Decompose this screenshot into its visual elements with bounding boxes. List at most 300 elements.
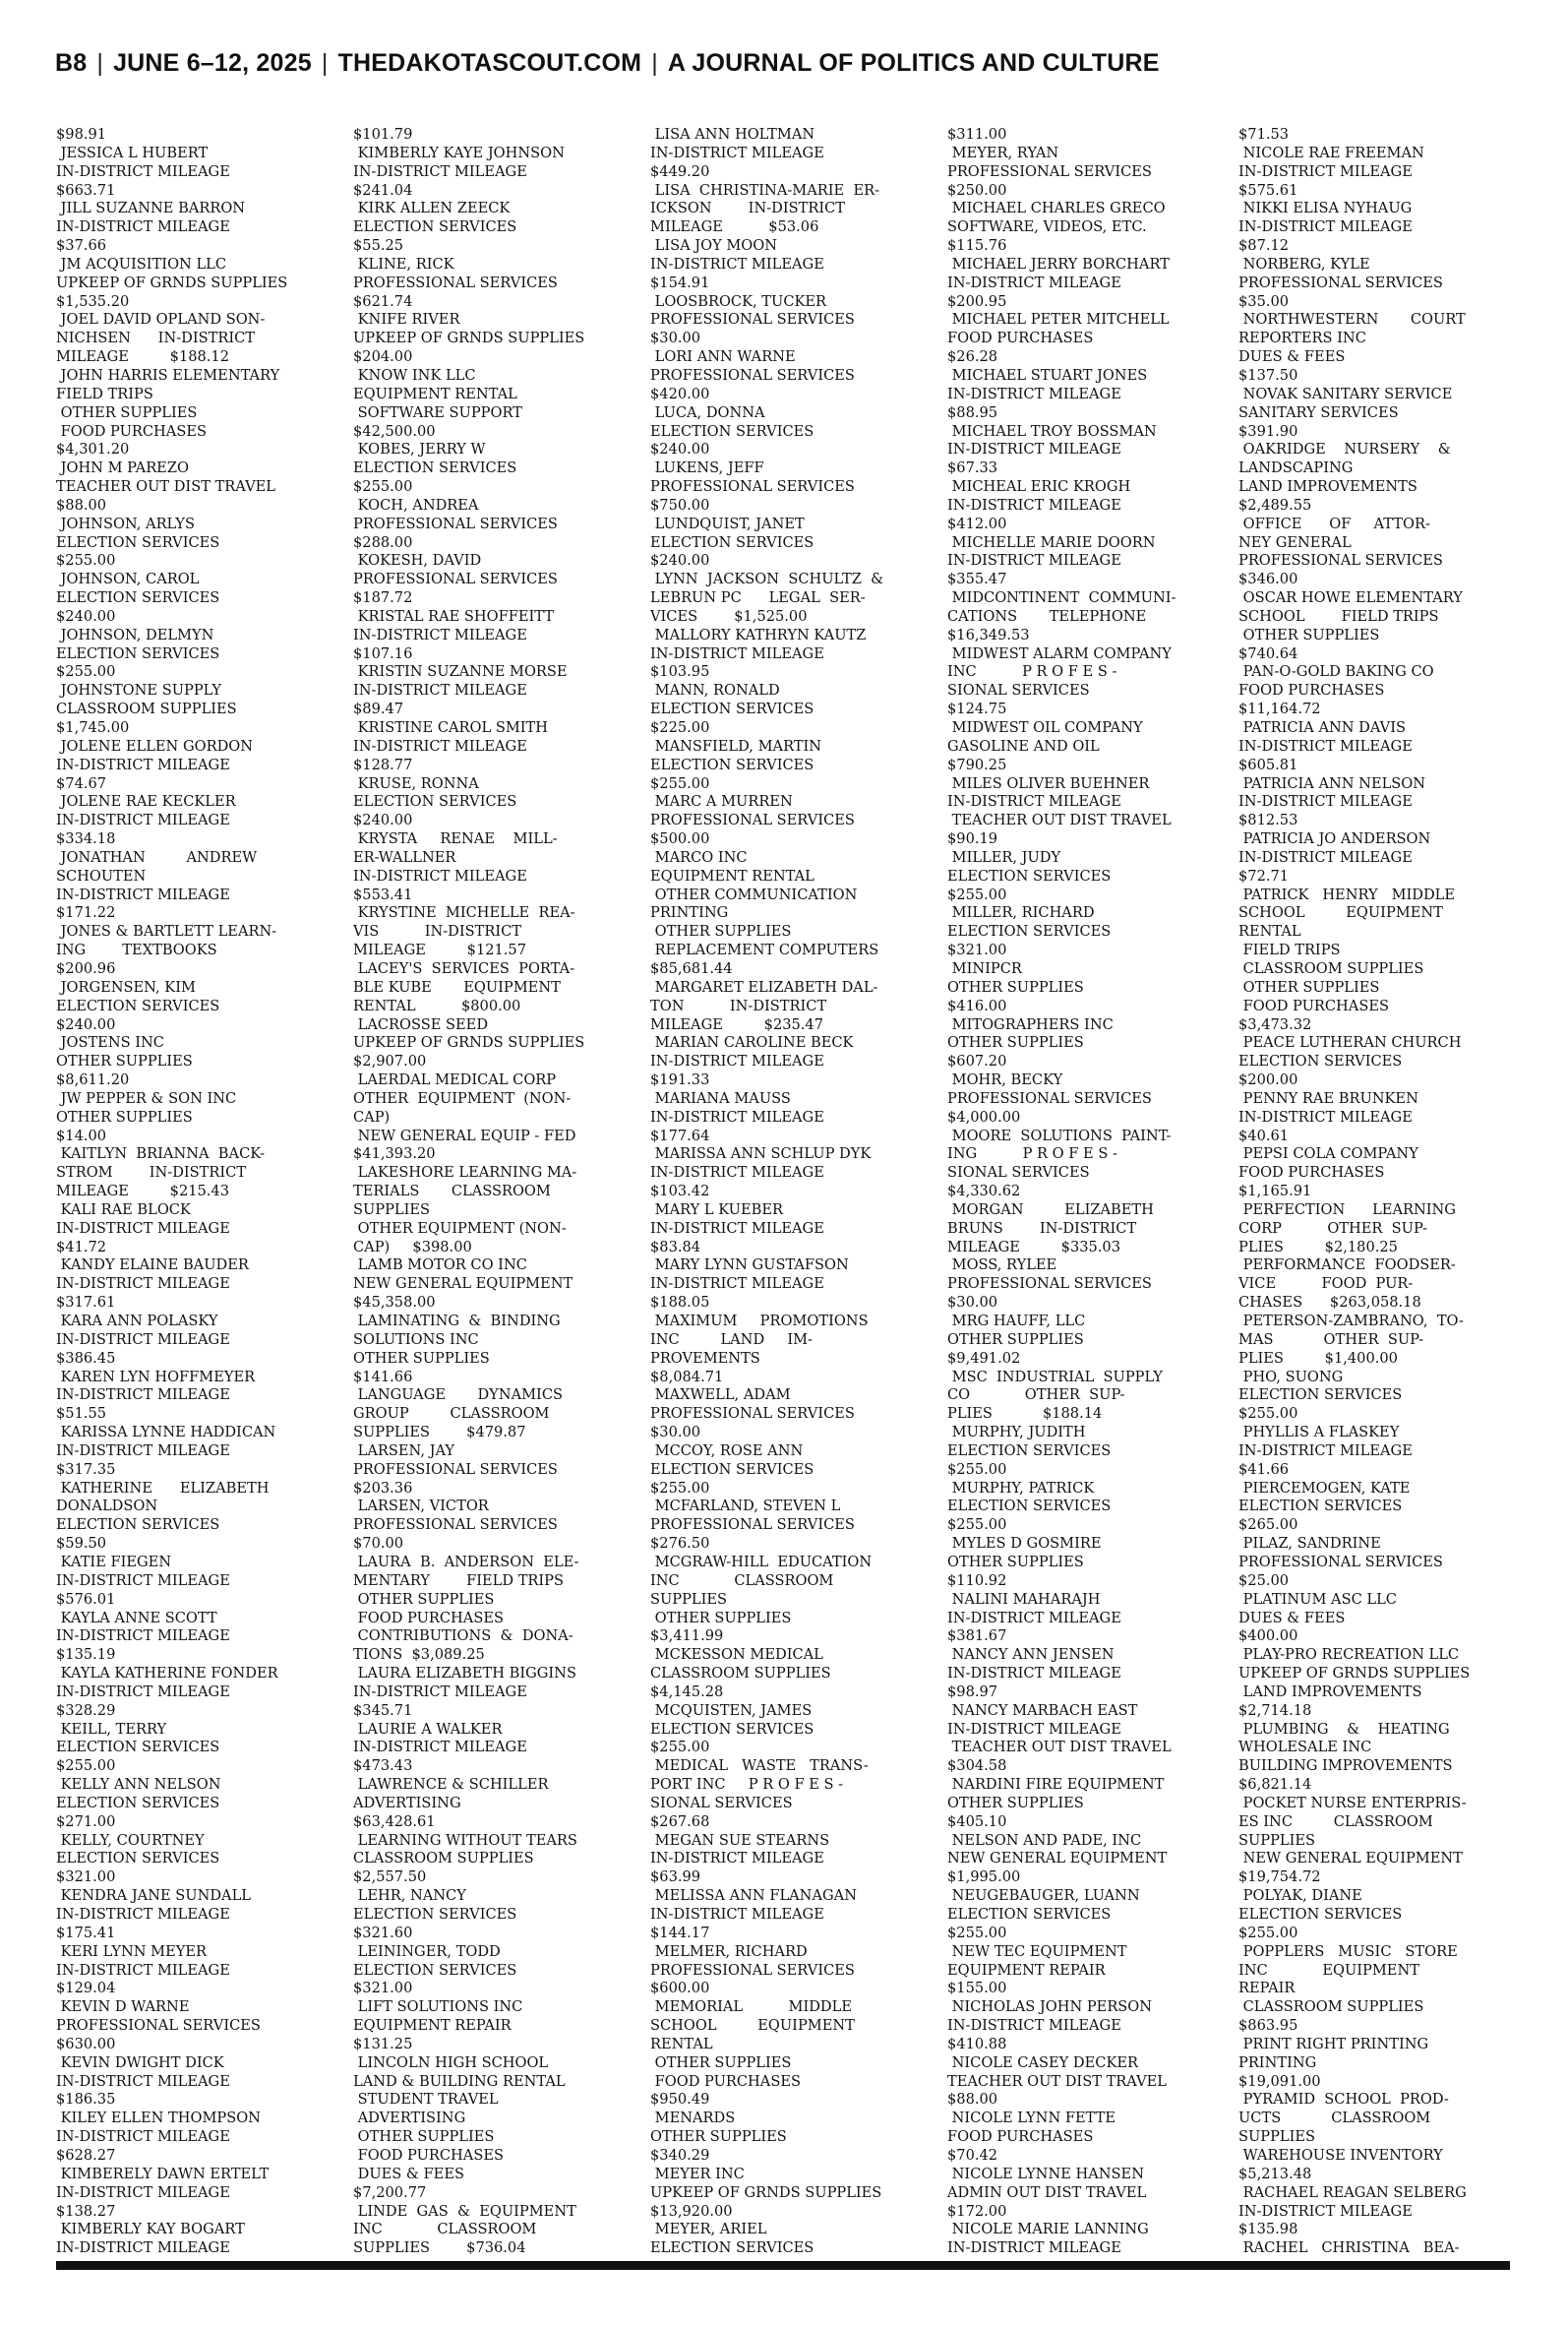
notice-line: PROFESSIONAL SERVICES [650,812,855,829]
notice-line: PHO, SUONG [1238,1368,1344,1385]
notice-line: ELECTION SERVICES [650,756,814,773]
notice-line: CO OTHER SUP- [947,1386,1125,1404]
notice-line: LYNN JACKSON SCHULTZ & [650,571,884,588]
notice-line: ING TEXTBOOKS [56,942,217,959]
notice-line: MARIAN CAROLINE BECK [650,1034,854,1052]
notice-line: $171.22 [56,904,116,922]
notice-line: LISA ANN HOLTMAN [650,126,815,143]
notice-line: KEILL, TERRY [56,1720,167,1738]
notice-line: MARGARET ELIZABETH DAL- [650,978,878,996]
notice-line: $203.36 [353,1479,413,1497]
notice-line: ELECTION SERVICES [650,1460,814,1478]
notice-line: IN-DISTRICT MILEAGE [947,552,1121,570]
notice-line: $67.33 [947,459,998,477]
notice-line: $950.49 [650,2091,710,2109]
notice-line: MILEAGE $53.06 [650,218,819,236]
notice-line: $63,428.61 [353,1812,436,1830]
notice-line: PROFESSIONAL SERVICES [650,1516,855,1534]
notice-line: PETERSON-ZAMBRANO, TO- [1238,1313,1464,1329]
notice-line: MELMER, RICHARD [650,1942,808,1960]
notice-line: $200.00 [1238,1071,1298,1089]
notice-line: MAXWELL, ADAM [650,1386,791,1404]
notice-line: MINIPCR [947,959,1022,977]
notice-line: $334.18 [56,830,116,848]
notice-line: TEACHER OUT DIST TRAVEL [56,478,275,496]
notice-line: $449.20 [650,162,710,180]
notice-line: LIFT SOLUTIONS INC [353,1998,523,2016]
notice-line: KAYLA ANNE SCOTT [56,1609,217,1626]
notice-line: $317.61 [56,1294,116,1312]
notice-line: IN-DISTRICT MILEAGE [56,1906,230,1923]
notice-line: MICHAEL STUART JONES [947,366,1148,384]
notice-line: $381.67 [947,1627,1007,1645]
notice-line: PATRICIA ANN NELSON [1238,774,1426,792]
notice-line: $9,491.02 [947,1349,1021,1367]
notice-line: TIONS $3,089.25 [353,1646,485,1664]
notice-line: KELLY ANN NELSON [56,1776,221,1794]
notice-line: $271.00 [56,1812,116,1830]
notice-line: OTHER SUPPLIES [353,2128,495,2146]
notice-line: IN-DISTRICT MILEAGE [353,737,527,755]
notice-line: OTHER EQUIPMENT (NON- [353,1089,572,1107]
notice-line: KOCH, ANDREA [353,496,479,514]
notice-line: EQUIPMENT RENTAL [650,867,814,885]
notice-line: MOORE SOLUTIONS PAINT- [947,1127,1172,1144]
notice-line: NOVAK SANITARY SERVICE [1238,385,1453,402]
notice-line: $328.29 [56,1701,116,1719]
notice-line: NARDINI FIRE EQUIPMENT [947,1776,1165,1794]
notice-line: JOLENE RAE KECKLER [56,793,236,811]
notice-line: KAREN LYN HOFFMEYER [56,1368,256,1385]
notice-line: IN-DISTRICT MILEAGE [56,1386,230,1404]
notice-line: JOLENE ELLEN GORDON [56,737,254,755]
notice-line: MOHR, BECKY [947,1071,1063,1089]
notice-line: JORGENSEN, KIM [56,978,196,996]
notice-line: $1,165.91 [1238,1183,1312,1200]
notice-line: $175.41 [56,1924,116,1941]
notice-line: MARY LYNN GUSTAFSON [650,1256,849,1274]
notice-line: $3,473.32 [1238,1015,1312,1033]
notice-line: PROFESSIONAL SERVICES [353,1460,558,1478]
notice-line: CLASSROOM SUPPLIES [56,701,237,718]
notice-line: PERFECTION LEARNING [1238,1200,1456,1218]
notice-line: INC EQUIPMENT [1238,1961,1419,1979]
notice-line: $255.00 [947,886,1007,903]
notice-line: KRISTINE CAROL SMITH [353,719,549,736]
notice-line: $405.10 [947,1812,1007,1830]
notice-line: $575.61 [1238,181,1298,199]
notice-line: KNIFE RIVER [353,311,460,329]
notice-line: ELECTION SERVICES [1238,1906,1403,1923]
notice-line: ING P R O F E S - [947,1145,1117,1163]
notice-line: KIMBERLY KAY BOGART [56,2221,245,2238]
notice-line: NORBERG, KYLE [1238,255,1370,273]
notice-line: NANCY MARBACH EAST [947,1701,1138,1719]
notice-line: ELECTION SERVICES [650,1720,814,1738]
notice-line: $55.25 [353,237,404,255]
notice-line: CLASSROOM SUPPLIES [1238,959,1424,977]
notice-line: IN-DISTRICT MILEAGE [947,793,1121,811]
notice-line: PILAZ, SANDRINE [1238,1535,1381,1553]
notice-line: $621.74 [353,292,413,310]
notice-line: $71.53 [1238,126,1290,143]
column-3 [650,126,922,2259]
notice-line: LEININGER, TODD [353,1942,501,1960]
notice-line: IN-DISTRICT MILEAGE [947,1665,1121,1683]
notice-line: DONALDSON [56,1498,158,1515]
notice-line: $321.00 [56,1868,116,1886]
notice-line: JOHNSON, CAROL [56,571,200,588]
notice-line: LEHR, NANCY [353,1887,466,1905]
notice-line: LAWRENCE & SCHILLER [353,1776,549,1794]
notice-line: UCTS CLASSROOM [1238,2110,1431,2127]
notice-line: SCHOUTEN [56,867,147,885]
notice-line: $311.00 [947,126,1007,143]
notice-line: MARISSA ANN SCHLUP DYK [650,1145,872,1163]
notice-line: $63.99 [650,1868,701,1886]
notice-line: MRG HAUFF, LLC [947,1313,1086,1329]
notice-line: MICHAEL CHARLES GRECO [947,200,1166,217]
notice-line: CORP OTHER SUP- [1238,1219,1427,1237]
notice-line: ELECTION SERVICES [947,1906,1112,1923]
notice-line: FOOD PURCHASES [947,330,1094,347]
notice-line: PYRAMID SCHOOL PROD- [1238,2091,1449,2109]
notice-line: PIERCEMOGEN, KATE [1238,1479,1411,1497]
notice-line: GROUP CLASSROOM [353,1405,550,1423]
notice-line: PHYLLIS A FLASKEY [1238,1424,1400,1441]
notice-line: $172.00 [947,2202,1007,2220]
notice-line: MANN, RONALD [650,682,780,700]
notice-line: IN-DISTRICT MILEAGE [650,144,824,161]
notice-line: ELECTION SERVICES [56,1794,220,1811]
notice-line: PROFESSIONAL SERVICES [1238,552,1443,570]
notice-line: ELECTION SERVICES [947,867,1112,885]
notice-line: KEVIN DWIGHT DICK [56,2053,224,2071]
notice-line: SCHOOL EQUIPMENT [1238,904,1443,922]
notice-line: $576.01 [56,1590,116,1608]
notice-line: OTHER SUPPLIES [650,2053,792,2071]
notice-line: $863.95 [1238,2017,1298,2035]
notice-line: JOHNSON, DELMYN [56,626,214,643]
notice-line: OTHER SUPPLIES [650,923,792,941]
notice-line: PROFESSIONAL SERVICES [1238,1553,1443,1570]
notice-line: LACROSSE SEED [353,1015,489,1033]
notice-line: $265.00 [1238,1516,1298,1534]
notice-line: PRINT RIGHT PRINTING [1238,2035,1429,2052]
notice-line: $240.00 [56,1015,116,1033]
header-divider: | [96,49,104,77]
notice-line: ELECTION SERVICES [56,1739,220,1756]
page-header [55,49,1513,89]
notice-line: ELECTION SERVICES [56,589,220,607]
notice-line: ELECTION SERVICES [353,459,517,477]
notice-line: KRYSTA RENAE MILL- [353,830,558,848]
notice-line: OAKRIDGE NURSERY & [1238,441,1451,459]
header-divider: | [651,49,658,77]
notice-line: $241.04 [353,181,413,199]
notice-line: $19,754.72 [1238,1868,1321,1886]
notice-line: FIELD TRIPS [1238,942,1341,959]
notice-line: IN-DISTRICT MILEAGE [650,255,824,273]
notice-line: PROFESSIONAL SERVICES [947,1089,1152,1107]
notice-line: $30.00 [650,330,701,347]
notice-line: BRUNS IN-DISTRICT [947,1219,1137,1237]
notice-line: $70.42 [947,2146,998,2164]
notice-line: NEW GENERAL EQUIPMENT [947,1850,1168,1867]
notice-line: IN-DISTRICT MILEAGE [56,218,230,236]
notice-line: $240.00 [650,552,710,570]
notice-line: ADMIN OUT DIST TRAVEL [947,2183,1147,2201]
notice-line: JONATHAN ANDREW [56,848,258,866]
notice-line: PLATINUM ASC LLC [1238,1590,1397,1608]
notice-line: $89.47 [353,701,404,718]
notice-line: POCKET NURSE ENTERPRIS- [1238,1794,1467,1811]
notice-line: $59.50 [56,1535,107,1553]
notice-line: NICOLE MARIE LANNING [947,2221,1149,2238]
notice-line: JOHN M PAREZO [56,459,189,477]
notice-line: $345.71 [353,1701,413,1719]
notice-line: KAITLYN BRIANNA BACK- [56,1145,266,1163]
notice-line: NICOLE RAE FREEMAN [1238,144,1424,161]
notice-line: KIRK ALLEN ZEECK [353,200,511,217]
notice-line: KAYLA KATHERINE FONDER [56,1665,278,1683]
notice-line: $103.95 [650,663,710,681]
notice-line: ER-WALLNER [353,848,456,866]
notice-line: KERI LYNN MEYER [56,1942,208,1960]
notice-line: $19,091.00 [1238,2072,1321,2090]
notice-line: NEY GENERAL [1238,533,1352,551]
notice-line: LARSEN, VICTOR [353,1498,489,1515]
notice-line: $4,301.20 [56,441,130,459]
notice-line: EQUIPMENT RENTAL [353,385,517,402]
notice-line: $2,907.00 [353,1053,427,1071]
notice-line: CHASES $263,058.18 [1238,1294,1421,1312]
notice-line: $88.00 [56,496,107,514]
notice-line: IN-DISTRICT MILEAGE [353,867,527,885]
notice-line: $255.00 [56,663,116,681]
notice-line: NICOLE LYNNE HANSEN [947,2165,1144,2182]
notice-line: FOOD PURCHASES [1238,682,1385,700]
notice-line: IN-DISTRICT MILEAGE [947,1720,1121,1738]
notice-line: $25.00 [1238,1571,1290,1589]
notice-line: OTHER SUPPLIES [947,978,1084,996]
notice-line: LANDSCAPING [1238,459,1354,477]
notice-line: $321.00 [947,942,1007,959]
notice-line: MAS OTHER SUP- [1238,1330,1424,1348]
notice-line: PLAY-PRO RECREATION LLC [1238,1646,1460,1664]
notice-line: MCFARLAND, STEVEN L [650,1498,841,1515]
notice-line: $386.45 [56,1349,116,1367]
notice-line: $255.00 [650,1739,710,1756]
notice-line: IN-DISTRICT MILEAGE [56,1330,230,1348]
notice-line: OTHER SUPPLIES [56,403,198,421]
notice-line: ADVERTISING [353,1794,461,1811]
notice-line: OTHER SUPPLIES [947,1553,1084,1570]
notice-line: $37.66 [56,237,107,255]
column-1 [56,126,328,2259]
notice-line: PROFESSIONAL SERVICES [650,366,855,384]
notice-line: KARISSA LYNNE HADDICAN [56,1424,276,1441]
notice-line: PROFESSIONAL SERVICES [353,515,558,532]
notice-line: $600.00 [650,1980,710,1997]
notice-line: PROFESSIONAL SERVICES [353,1516,558,1534]
notice-line: $41.72 [56,1238,107,1255]
notice-line: NEW GENERAL EQUIP - FED [353,1127,576,1144]
notice-line: ELECTION SERVICES [353,793,517,811]
notice-line: IN-DISTRICT MILEAGE [947,2017,1121,2035]
notice-line: FOOD PURCHASES [353,2146,504,2164]
notice-line: MANSFIELD, MARTIN [650,737,822,755]
notice-line: CLASSROOM SUPPLIES [1238,1998,1424,2016]
column-2 [353,126,625,2259]
notice-line: FOOD PURCHASES [1238,997,1389,1014]
notice-line: $250.00 [947,181,1007,199]
notice-line: FIELD TRIPS [56,385,153,402]
notice-line: IN-DISTRICT MILEAGE [56,1441,230,1459]
notice-line: NEW GENERAL EQUIPMENT [353,1275,573,1293]
notice-line: PENNY RAE BRUNKEN [1238,1089,1418,1107]
notice-line: TEACHER OUT DIST TRAVEL [947,2072,1167,2090]
notice-line: IN-DISTRICT MILEAGE [56,1627,230,1645]
notice-line: $553.41 [353,886,413,903]
notice-line: IN-DISTRICT MILEAGE [56,756,230,773]
notice-line: $400.00 [1238,1627,1298,1645]
notice-line: UPKEEP OF GRNDS SUPPLIES [353,1034,585,1052]
notice-line: OTHER EQUIPMENT (NON- [353,1219,567,1237]
notice-line: VICE FOOD PUR- [1238,1275,1414,1293]
column-5 [1238,126,1510,2259]
notice-line: IN-DISTRICT MILEAGE [1238,2202,1413,2220]
notice-line: $607.20 [947,1053,1007,1071]
notice-line: $391.90 [1238,422,1298,440]
notice-line: KARA ANN POLASKY [56,1313,218,1329]
notice-line: $255.00 [56,1757,116,1775]
notice-line: $288.00 [353,533,413,551]
notice-line: $473.43 [353,1757,413,1775]
notice-line: $128.77 [353,756,413,773]
notice-line: KIMBERLY KAYE JOHNSON [353,144,565,161]
notice-line: ELECTION SERVICES [56,1516,220,1534]
notice-line: $101.79 [353,126,413,143]
notice-line: $98.97 [947,1683,998,1700]
notice-line: $3,411.99 [650,1627,724,1645]
notice-line: MEYER, RYAN [947,144,1059,161]
header-divider: | [321,49,329,77]
notice-line: VIS IN-DISTRICT [353,923,522,941]
notice-line: $135.98 [1238,2221,1298,2238]
notice-line: LOOSBROCK, TUCKER [650,292,827,310]
notice-line: CLASSROOM SUPPLIES [650,1665,831,1683]
notice-line: TON IN-DISTRICT [650,997,827,1014]
notice-line: ELECTION SERVICES [353,1961,517,1979]
notice-line: MORGAN ELIZABETH [947,1200,1154,1218]
site-name: THEDAKOTASCOUT.COM [337,49,642,77]
notice-line: $138.27 [56,2202,116,2220]
notice-line: $144.17 [650,1924,710,1941]
notice-line: $137.50 [1238,366,1298,384]
notice-line: PROFESSIONAL SERVICES [650,1961,855,1979]
notice-line: RENTAL [1238,923,1301,941]
notice-line: SCHOOL FIELD TRIPS [1238,607,1439,625]
notice-line: SUPPLIES [650,1590,728,1608]
notice-line: IN-DISTRICT MILEAGE [1238,793,1413,811]
notice-line: $628.27 [56,2146,116,2164]
notice-line: REPORTERS INC [1238,330,1366,347]
notice-line: $240.00 [56,607,116,625]
notice-line: MIDWEST ALARM COMPANY [947,644,1172,662]
notice-line: UPKEEP OF GRNDS SUPPLIES [56,274,288,291]
notice-line: STROM IN-DISTRICT [56,1164,247,1182]
notice-line: $812.53 [1238,812,1298,829]
notice-line: IN-DISTRICT MILEAGE [353,682,527,700]
notice-line: NICHSEN IN-DISTRICT [56,330,255,347]
notice-line: KNOW INK LLC [353,366,476,384]
notice-line: PROFESSIONAL SERVICES [56,2017,261,2035]
notice-line: $107.16 [353,644,413,662]
notice-line: KRUSE, RONNA [353,774,479,792]
notice-line: ELECTION SERVICES [353,218,517,236]
notice-line: SIONAL SERVICES [947,1164,1090,1182]
notice-line: MICHAEL PETER MITCHELL [947,311,1170,329]
notice-line: MITOGRAPHERS INC [947,1015,1114,1033]
notice-line: $255.00 [947,1516,1007,1534]
notice-line: FOOD PURCHASES [353,1609,504,1626]
notice-line: PEPSI COLA COMPANY [1238,1145,1418,1163]
notice-line: IN-DISTRICT MILEAGE [56,1571,230,1589]
notice-line: PLIES $1,400.00 [1238,1349,1398,1367]
notice-line: JONES & BARTLETT LEARN- [56,923,277,941]
notice-line: MEYER INC [650,2165,745,2182]
notice-line: $135.19 [56,1646,116,1664]
notice-line: $412.00 [947,515,1007,532]
notice-line: IN-DISTRICT MILEAGE [56,2183,230,2201]
notice-line: SUPPLIES [353,1200,431,1218]
notice-line: SIONAL SERVICES [947,682,1090,700]
notice-line: $8,611.20 [56,1071,130,1089]
notice-line: $4,145.28 [650,1683,724,1700]
notice-line: PRINTING [1238,2053,1317,2071]
notice-line: LINCOLN HIGH SCHOOL [353,2053,549,2071]
notice-line: IN-DISTRICT MILEAGE [1238,848,1413,866]
notice-line: JOHNSTONE SUPPLY [56,682,222,700]
notice-line: STUDENT TRAVEL [353,2091,499,2109]
notice-line: IN-DISTRICT MILEAGE [947,496,1121,514]
notice-line: $129.04 [56,1980,116,1997]
notice-line: PROFESSIONAL SERVICES [353,571,558,588]
notice-line: SUPPLIES [1238,2128,1316,2146]
notice-line: MARC A MURREN [650,793,793,811]
notice-line: JILL SUZANNE BARRON [56,200,246,217]
notice-line: $74.67 [56,774,107,792]
notice-line: $200.95 [947,292,1007,310]
notice-line: IN-DISTRICT MILEAGE [56,2239,230,2257]
issue-date: JUNE 6–12, 2025 [113,49,312,77]
notice-line: $124.75 [947,701,1007,718]
notice-line: EQUIPMENT REPAIR [947,1961,1106,1979]
notice-line: $16,349.53 [947,626,1030,643]
notice-line: $420.00 [650,385,710,402]
notice-line: LUKENS, JEFF [650,459,764,477]
notice-line: $186.35 [56,2091,116,2109]
notice-line: ELECTION SERVICES [650,2239,814,2257]
notice-line: NEUGEBAUGER, LUANN [947,1887,1140,1905]
notice-line: $70.00 [353,1535,404,1553]
notice-line: $750.00 [650,496,710,514]
notice-line: PRINTING [650,904,729,922]
notice-line: $255.00 [56,552,116,570]
notice-line: KOKESH, DAVID [353,552,482,570]
notice-line: LINDE GAS & EQUIPMENT [353,2202,576,2220]
